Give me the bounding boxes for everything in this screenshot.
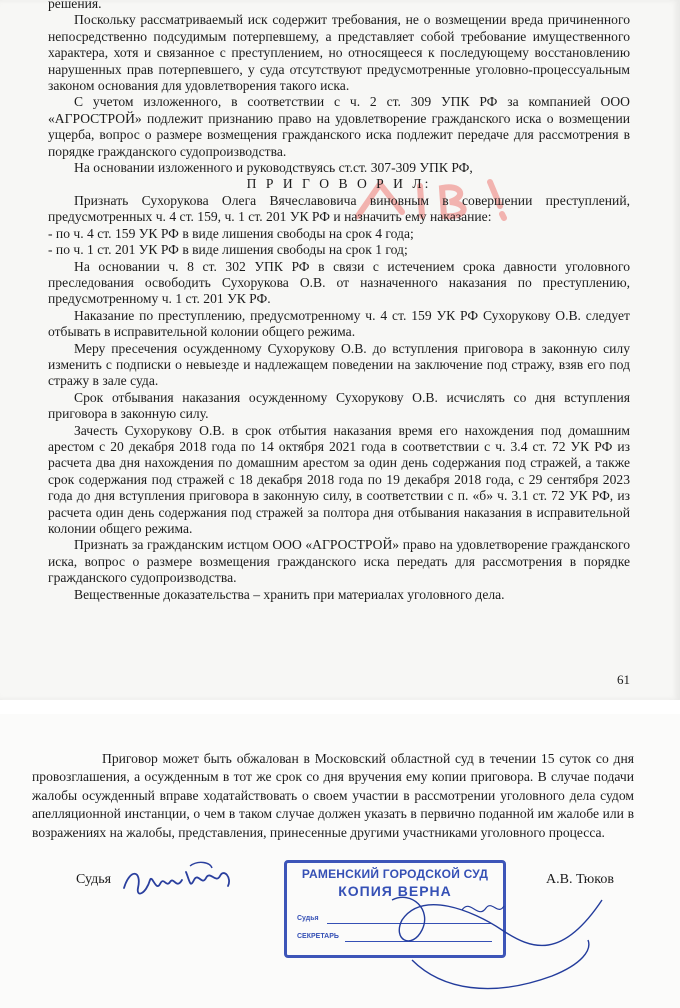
- paragraph: Наказание по преступлению, предусмотренному ч. 4 ст. 159 УК РФ Сухорукову О.В. следует отбывать в исправительной колонии общего режима.: [48, 307, 630, 340]
- stamp-court-name: РАМЕНСКИЙ ГОРОДСКОЙ СУД: [301, 867, 489, 881]
- page2-body: [32, 750, 634, 842]
- stamp-signature-scribble: [352, 880, 612, 1000]
- paragraph: С учетом изложенного, в соответствии с ч. 2 ст. 309 УПК РФ за компанией ООО «АГРОСТРОЙ» подлежит признанию право на удовлетворение гражданского иска о возмещении ущерба, вопрос о размере возмещения гражданского иска подлежит передаче для рассмотрения в порядке гражданского судопроизводства.: [48, 94, 630, 159]
- judge-name: А.В. Тюков: [546, 872, 614, 887]
- handwritten-signature: [120, 858, 240, 902]
- paragraph: Зачесть Сухорукову О.В. в срок отбытия наказания время его нахождения под домашним арестом с 20 декабря 2018 года по 14 октября 2021 года в соответствии с ч. 3.4 ст. 72 УК РФ из расчета два дня нахождения по домашним арестом за один день содержания под стражей, а также срок содержания под стражей с 18 декабря 2018 года по 19 декабря 2018 года, с 29 сентября 2023 года до дня вступления приговора в законную силу, в соответствии с п. «б» ч. 3.1 ст. 72 УК РФ, из расчета один день содержания под стражей за полтора дня отбывания наказания в исправительной колонии общего режима.: [48, 422, 630, 536]
- paragraph: На основании изложенного и руководствуясь ст.ст. 307-309 УПК РФ,: [74, 160, 473, 176]
- page-gap: [0, 700, 680, 714]
- stamp-secretary-line: СЕКРЕТАРЬ: [297, 933, 339, 940]
- paragraph: Меру пресечения осужденному Сухорукову О.В. до вступления приговора в законную силу изменить с подписки о невыезде и надлежащем поведении на заключение под стражу, взяв его под стражу в зале суда.: [48, 340, 630, 389]
- paragraph: Приговор может быть обжалован в Московский областной суд в течении 15 суток со дня провозглашения, а осужденным в тот же срок со дня вручения ему копии приговора. В случае подачи жалобы осужденный вправе ходатайствовать о своем участии в рассмотрении уголовного дела судом апелляционной инстанции, о чем в таком случае должен указать в первично поданной им жалобе или в возражениях на жалобы, представления, принесенные другими участниками уголовного процесса.: [32, 751, 634, 840]
- paragraph: - по ч. 4 ст. 159 УК РФ в виде лишения свободы на срок 4 года;: [48, 225, 414, 241]
- page1-body: [48, 0, 630, 603]
- paragraph: - по ч. 1 ст. 201 УК РФ в виде лишения свободы на срок 1 год;: [48, 242, 408, 258]
- stamp-judge-line: Судья: [297, 915, 319, 922]
- paragraph: решения.: [48, 0, 102, 11]
- page-number: 61: [617, 672, 630, 687]
- paragraph: П Р И Г О В О Р И Л:: [246, 176, 432, 192]
- stamp-copy-verified: КОПИЯ ВЕРНА: [338, 883, 452, 899]
- paragraph: Поскольку рассматриваемый иск содержит требования, не о возмещении вреда причиненного непосредственно подсудимым потерпевшему, а представляет собой требование имущественного характера, хотя и связанное с преступлением, но относящееся к последующему восстановлению нарушенных прав потерпевшего, у суда отсутствуют предусмотренные уголовно-процессуальным законом основания для удовлетворения такого иска.: [48, 12, 630, 94]
- judge-label: Судья: [76, 872, 112, 887]
- paragraph: Срок отбывания наказания осужденному Сухорукову О.В. исчислять со дня вступления приговора в законную силу.: [48, 389, 630, 422]
- paragraph: Признать за гражданским истцом ООО «АГРОСТРОЙ» право на удовлетворение гражданского иска, вопрос о размере возмещения гражданского иска передать для рассмотрения в порядке гражданского судопроизводства.: [48, 537, 630, 586]
- paragraph: Вещественные доказательства – хранить при материалах уголовного дела.: [74, 586, 505, 602]
- paragraph: На основании ч. 8 ст. 302 УПК РФ в связи с истечением срока давности уголовного преследования освободить Сухорукова О.В. от назначенного наказания по преступлению, предусмотренному ч. 1 ст. 201 УК РФ.: [48, 258, 630, 307]
- paragraph: Признать Сухорукова Олега Вячеславовича виновным в совершении преступлений, предусмотренных ч. 4 ст. 159, ч. 1 ст. 201 УК РФ и назначить ему наказание:: [48, 192, 630, 225]
